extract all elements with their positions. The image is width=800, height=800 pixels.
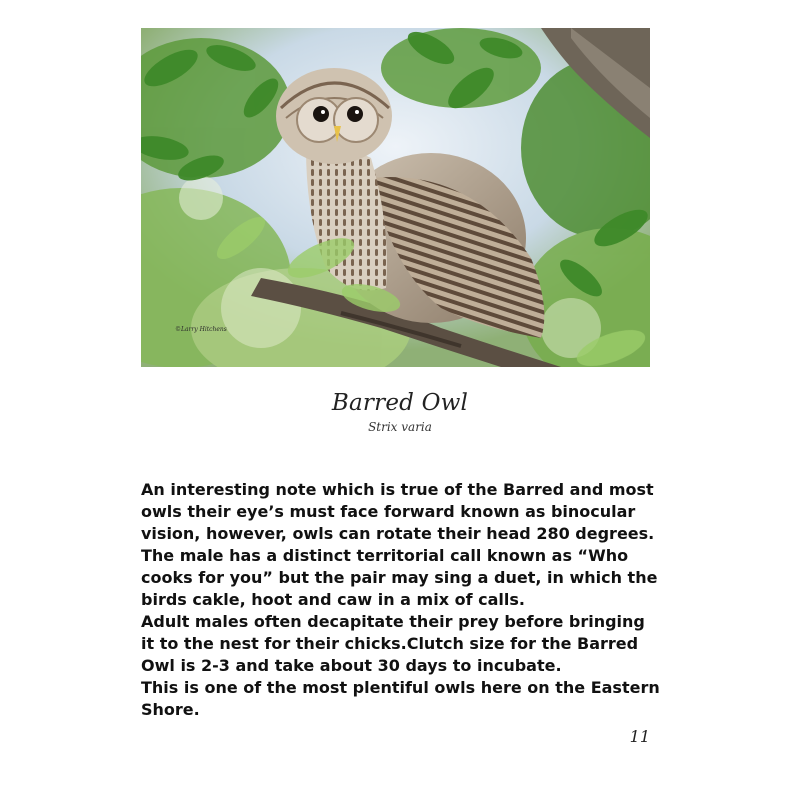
species-title: Barred Owl (331, 390, 469, 416)
owl-photo-illustration (141, 28, 650, 367)
paragraph: The male has a distinct territorial call known as “Who cooks for you” but the pair may sing a duet, in which the birds cakle, hoot and caw in a mix of calls. (141, 546, 658, 609)
scientific-name: Strix varia (368, 420, 432, 434)
paragraph: Adult males often decapitate their prey before bringing it to the nest for their chicks.Clutch size for the Barred Owl is 2-3 and take about 30 days to incubate. (141, 612, 645, 675)
owl-photo (141, 28, 650, 367)
photo-signature: ©Larry Hitchens (175, 326, 227, 333)
paragraph: An interesting note which is true of the Barred and most owls their eye’s must face forward known as binocular vision, however, owls can rotate their head 280 degrees. (141, 480, 655, 543)
body-text (141, 479, 661, 721)
page-number: 11 (629, 727, 650, 746)
paragraph: This is one of the most plentiful owls here on the Eastern Shore. (141, 678, 660, 719)
